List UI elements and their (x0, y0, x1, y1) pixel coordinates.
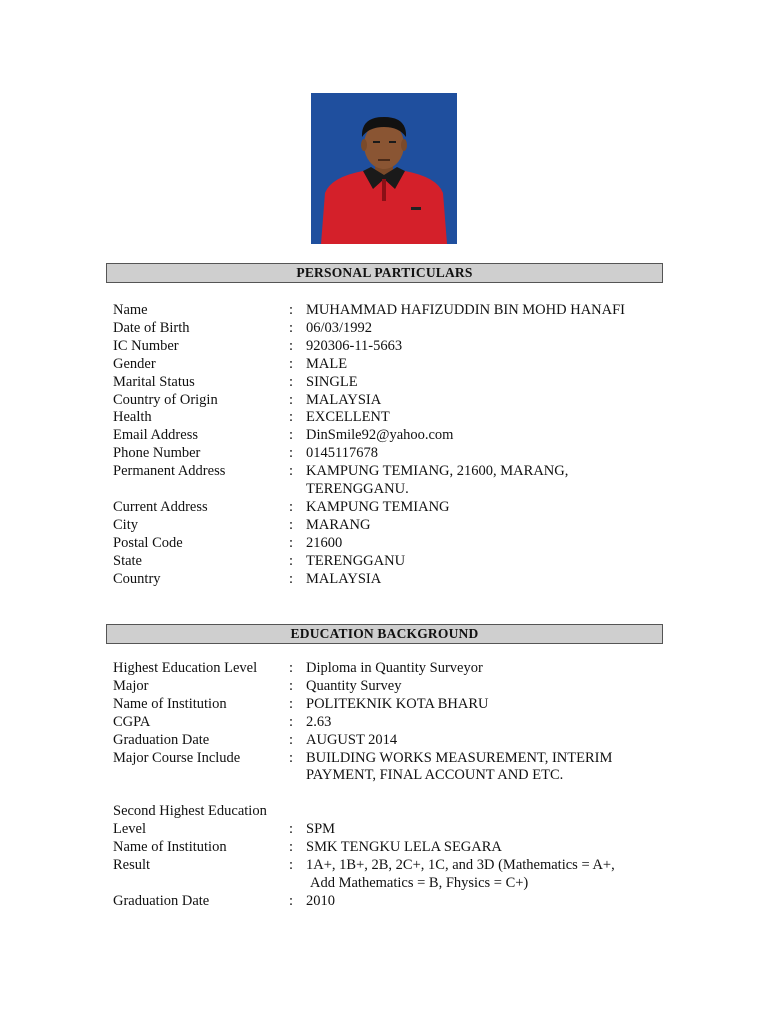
field-label: CGPA (113, 713, 151, 730)
list-item: Name of Institution : SMK TENGKU LELA SEGARA (113, 839, 673, 857)
field-value: KAMPUNG TEMIANG, 21600, MARANG, (306, 463, 569, 480)
field-value: 920306-11-5663 (306, 337, 403, 354)
field-value: 2010 (306, 892, 335, 909)
field-value: EXCELLENT (306, 409, 390, 426)
field-value-continued: Add Mathematics = B, Fhysics = C+) (310, 874, 529, 891)
field-label: Email Address (113, 427, 198, 444)
field-label: Graduation Date (113, 731, 210, 748)
field-label: Major (113, 677, 149, 694)
list-item: Major : Quantity Survey (113, 678, 673, 696)
personal-particulars-header: PERSONAL PARTICULARS (106, 263, 663, 283)
field-label: Name of Institution (113, 695, 227, 712)
field-value: 21600 (306, 534, 343, 551)
list-item: City : MARANG (113, 517, 673, 535)
list-item (113, 875, 673, 893)
list-item: Highest Education Level : Diploma in Quantity Surveyor (113, 660, 673, 678)
field-value: SMK TENGKU LELA SEGARA (306, 839, 502, 856)
field-label: Postal Code (113, 534, 183, 551)
list-item: Result : 1A+, 1B+, 2B, 2C+, 1C, and 3D (Mathematics = A+, (113, 857, 673, 875)
field-value: KAMPUNG TEMIANG (306, 498, 450, 515)
field-label: Result (113, 856, 151, 873)
field-value: BUILDING WORKS MEASUREMENT, INTERIM (306, 749, 613, 766)
field-value: 2.63 (306, 713, 332, 730)
list-item: IC Number : 920306-11-5663 (113, 338, 673, 356)
field-label: Country of Origin (113, 391, 218, 408)
field-value: POLITEKNIK KOTA BHARU (306, 695, 489, 712)
list-item: Major Course Include : BUILDING WORKS MEASUREMENT, INTERIM (113, 750, 673, 768)
field-value-continued: TERENGGANU. (306, 481, 409, 498)
field-label: Name (113, 302, 148, 318)
field-label: Health (113, 409, 152, 426)
list-item: Health : EXCELLENT (113, 409, 673, 427)
field-value: Quantity Survey (306, 677, 402, 694)
list-item: Country : MALAYSIA (113, 571, 673, 589)
field-label: Country (113, 570, 161, 587)
list-item: Permanent Address : KAMPUNG TEMIANG, 21600, MARANG, (113, 463, 673, 481)
list-item: Current Address : KAMPUNG TEMIANG (113, 499, 673, 517)
field-label: Major Course Include (113, 749, 241, 766)
field-value: DinSmile92@yahoo.com (306, 427, 454, 444)
education-background-header: EDUCATION BACKGROUND (106, 624, 663, 644)
list-item: Postal Code : 21600 (113, 535, 673, 553)
field-label: Current Address (113, 498, 208, 515)
personal-details (113, 302, 673, 589)
field-label: Level (113, 821, 147, 838)
field-value: MARANG (306, 516, 371, 533)
field-label: Name of Institution (113, 839, 227, 856)
field-value: MALE (306, 355, 348, 372)
field-label: State (113, 552, 142, 569)
field-value: MALAYSIA (306, 570, 382, 587)
field-value: MALAYSIA (306, 391, 382, 408)
list-item: Graduation Date : 2010 (113, 893, 673, 911)
field-value: 06/03/1992 (306, 319, 373, 336)
list-item: Date of Birth : 06/03/1992 (113, 320, 673, 338)
field-value: Diploma in Quantity Surveyor (306, 660, 483, 676)
list-item: Gender : MALE (113, 356, 673, 374)
field-value-continued: PAYMENT, FINAL ACCOUNT AND ETC. (306, 767, 564, 784)
list-item (113, 481, 673, 499)
field-label: IC Number (113, 337, 179, 354)
list-item: State : TERENGGANU (113, 553, 673, 571)
field-label: Phone Number (113, 445, 201, 462)
list-item: Level : SPM (113, 821, 673, 839)
list-item: Graduation Date : AUGUST 2014 (113, 732, 673, 750)
list-item: Country of Origin : MALAYSIA (113, 392, 673, 410)
field-label: Graduation Date (113, 892, 210, 909)
field-label: Highest Education Level (113, 660, 258, 676)
field-label: City (113, 516, 138, 533)
list-item: Name : MUHAMMAD HAFIZUDDIN BIN MOHD HANAFI (113, 302, 673, 320)
field-label: Marital Status (113, 373, 195, 390)
list-item: Phone Number : 0145117678 (113, 445, 673, 463)
field-value: MUHAMMAD HAFIZUDDIN BIN MOHD HANAFI (306, 302, 625, 318)
subsection-title (113, 803, 673, 821)
education-details (113, 660, 673, 911)
list-item: CGPA : 2.63 (113, 714, 673, 732)
field-label: Gender (113, 355, 156, 372)
list-item (113, 767, 673, 785)
list-item: Name of Institution : POLITEKNIK KOTA BHARU (113, 696, 673, 714)
field-value: TERENGGANU (306, 552, 406, 569)
field-label: Permanent Address (113, 463, 226, 480)
person-photo-icon (311, 93, 457, 244)
list-item: Marital Status : SINGLE (113, 374, 673, 392)
profile-photo (311, 93, 457, 244)
field-value: SINGLE (306, 373, 358, 390)
field-value: AUGUST 2014 (306, 731, 398, 748)
field-label: Date of Birth (113, 319, 190, 336)
list-item: Email Address : DinSmile92@yahoo.com (113, 427, 673, 445)
field-value: SPM (306, 821, 336, 838)
second-education-title: Second Highest Education (113, 803, 267, 820)
field-value: 0145117678 (306, 445, 378, 462)
field-value: 1A+, 1B+, 2B, 2C+, 1C, and 3D (Mathematics = A+, (306, 856, 615, 873)
